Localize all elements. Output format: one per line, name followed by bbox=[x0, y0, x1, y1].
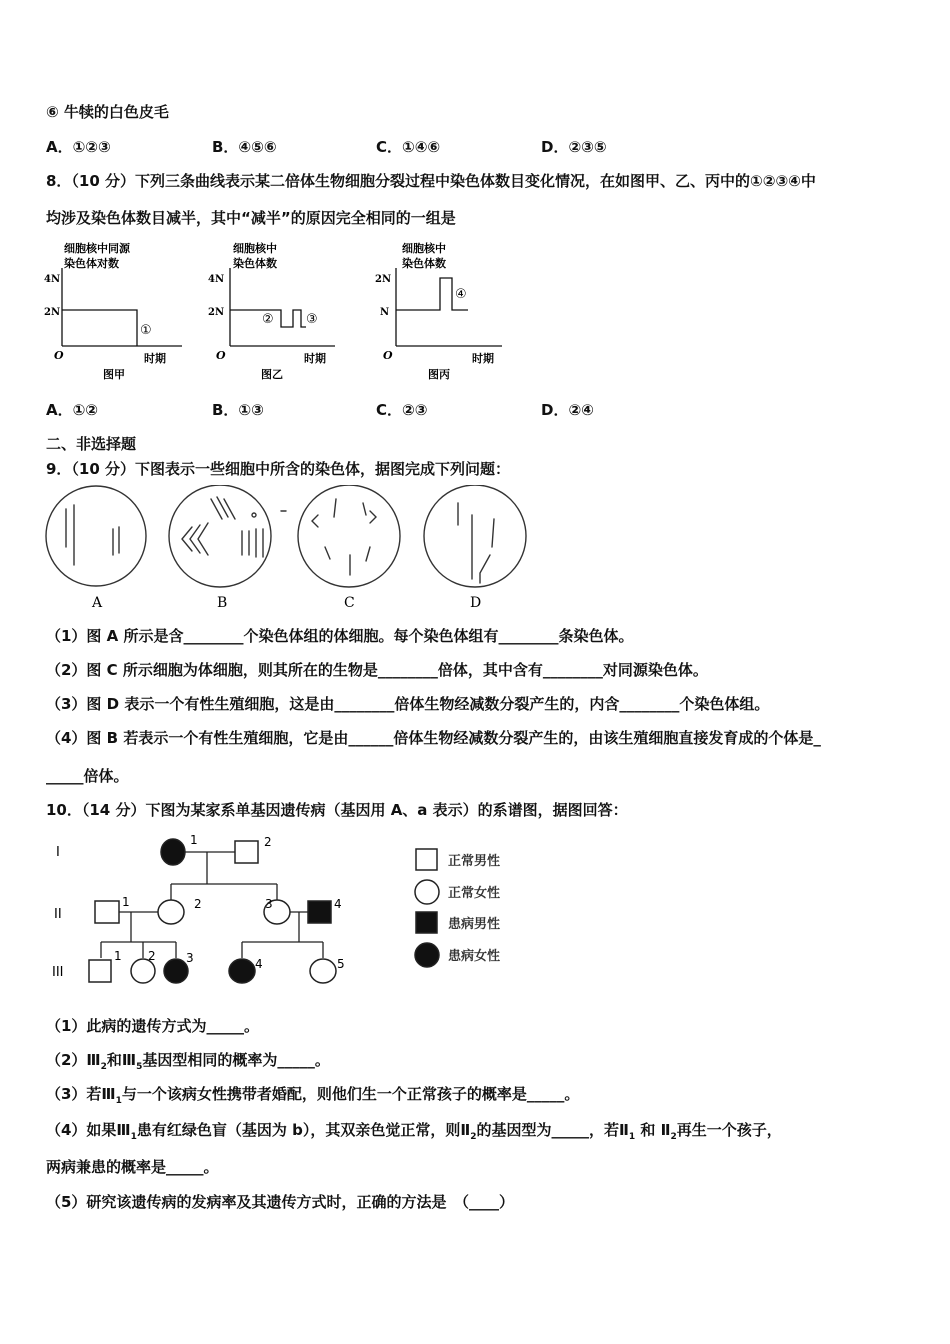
graph-jia-xlabel: 时期 bbox=[144, 352, 166, 365]
q9-sub3: （3）图 D 表示一个有性生殖细胞，这是由________倍体生物经减数分裂产生的，内含________个染色体组。 bbox=[46, 695, 770, 713]
q10-sub3: （3）若$Ⅲ_1$与一个该病女性携带者婚配，则他们生一个正常孩子的概率是_____。 bbox=[46, 1085, 580, 1106]
legend-normal-male: 正常男性 bbox=[448, 854, 501, 869]
graph-jia bbox=[40, 238, 190, 383]
cell-a bbox=[46, 486, 146, 586]
q10-sub2: $(2)Ⅲ_2$和$Ⅲ_5$基因型相同的概率为_____。 bbox=[46, 1051, 330, 1072]
legend-affected-male-icon bbox=[416, 912, 437, 933]
cell-d-label: D bbox=[470, 595, 482, 611]
graph-bing-ylabel2: 染色体数 bbox=[402, 257, 446, 270]
graph-yi-ylabel2: 染色体数 bbox=[233, 257, 277, 270]
q10-sub4-line1: （4）如果$Ⅲ_1$患有红绿色盲（基因为 b），其双亲色觉正常，则$Ⅱ_2$的基因型为_____，若$Ⅱ_1$ 和 $Ⅱ_2$再生一个孩子， bbox=[46, 1121, 782, 1142]
num-iii1: 1 bbox=[114, 949, 122, 963]
q10-stem: 10．（14 分）下图为某家系单基因遗传病（基因用 A、a 表示）的系谱图，据图回答： bbox=[46, 801, 628, 819]
q7-option-b[interactable]: B．④⑤⑥ bbox=[212, 138, 277, 156]
graph-bing-ylabel1: 细胞核中 bbox=[402, 242, 446, 255]
graph-yi-tick-2n: 2N bbox=[208, 307, 225, 318]
graph-yi-ylabel1: 细胞核中 bbox=[233, 242, 277, 255]
graph-bing-caption: 图丙 bbox=[428, 368, 450, 381]
q7-option-d[interactable]: D．②③⑤ bbox=[541, 138, 607, 156]
num-ii3: 3 bbox=[265, 897, 273, 911]
graph-bing-origin: O bbox=[383, 349, 393, 362]
person-ii4-affected-male bbox=[308, 901, 331, 923]
q8-option-b[interactable]: B．①③ bbox=[212, 401, 264, 419]
graph-jia-ylabel2: 染色体对数 bbox=[64, 257, 119, 270]
num-iii4: 4 bbox=[255, 957, 263, 971]
graph-jia-ylabel1: 细胞核中同源 bbox=[64, 242, 130, 255]
q7-option-a[interactable]: A．①②③ bbox=[46, 138, 111, 156]
legend-normal-female: 正常女性 bbox=[448, 886, 501, 901]
graph-jia-origin: O bbox=[54, 349, 64, 362]
num-i1: 1 bbox=[190, 833, 198, 847]
q8-stem-line2: 均涉及染色体数目减半，其中“减半”的原因完全相同的一组是 bbox=[46, 209, 456, 227]
q8-option-a[interactable]: A．①② bbox=[46, 401, 99, 419]
gen-label-2: II bbox=[54, 907, 62, 922]
legend-affected-female-icon bbox=[415, 943, 439, 967]
graph-bing-tick-n: N bbox=[380, 307, 390, 318]
num-iii5: 5 bbox=[337, 957, 345, 971]
q9-sub1: （1）图 A 所示是含________个染色体组的体细胞。每个染色体组有________条染色体。 bbox=[46, 627, 634, 645]
q9-sub2: （2）图 C 所示细胞为体细胞，则其所在的生物是________倍体，其中含有________对同源染色体。 bbox=[46, 661, 708, 679]
legend-affected-female: 患病女性 bbox=[448, 949, 501, 964]
person-iii1-normal-male bbox=[89, 960, 111, 982]
chromosome-cells bbox=[40, 485, 530, 615]
q9-sub4-line2: _____倍体。 bbox=[46, 767, 129, 785]
graph-yi-mark-2: ② bbox=[262, 312, 274, 327]
graph-jia-tick-4n: 4N bbox=[44, 274, 61, 285]
graph-yi-origin: O bbox=[216, 349, 226, 362]
num-iii3: 3 bbox=[186, 951, 194, 965]
num-ii4: 4 bbox=[334, 897, 342, 911]
q8-option-c[interactable]: C．②③ bbox=[376, 401, 428, 419]
num-ii2: 2 bbox=[194, 897, 202, 911]
q7-option-c[interactable]: C．①④⑥ bbox=[376, 138, 441, 156]
cell-b-label: B bbox=[217, 595, 228, 611]
q8-option-d[interactable]: D．②④ bbox=[541, 401, 594, 419]
graph-jia-caption: 图甲 bbox=[103, 368, 125, 381]
graph-yi-caption: 图乙 bbox=[261, 368, 283, 381]
graph-yi-tick-4n: 4N bbox=[208, 274, 225, 285]
q7-item6: ⑥ 牛犊的白色皮毛 bbox=[46, 103, 169, 121]
num-ii1: 1 bbox=[122, 895, 130, 909]
q10-sub4-line2: 两病兼患的概率是_____。 bbox=[46, 1158, 219, 1176]
person-iii5-normal-female bbox=[310, 959, 336, 983]
cell-c-label: C bbox=[344, 595, 355, 611]
q8-stem-line1: 8．（10 分）下列三条曲线表示某二倍体生物细胞分裂过程中染色体数目变化情况，在如图甲、乙、丙中的①②③④中 bbox=[46, 172, 816, 190]
q9-sub4-line1: （4）图 B 若表示一个有性生殖细胞，它是由______倍体生物经减数分裂产生的，由该生殖细胞直接发育成的个体是_ bbox=[46, 729, 821, 747]
person-ii2-normal-female bbox=[158, 900, 184, 924]
legend-normal-female-icon bbox=[415, 880, 439, 904]
person-i1-affected-female bbox=[161, 839, 185, 865]
graph-bing-xlabel: 时期 bbox=[472, 352, 494, 365]
graph-yi bbox=[205, 238, 345, 383]
pedigree-chart bbox=[40, 826, 370, 996]
cell-d bbox=[424, 485, 526, 587]
graph-jia-mark-1: ① bbox=[140, 323, 152, 338]
legend-affected-male: 患病男性 bbox=[448, 917, 501, 932]
cell-c bbox=[298, 485, 400, 587]
q9-stem: 9．（10 分）下图表示一些细胞中所含的染色体，据图完成下列问题： bbox=[46, 460, 511, 478]
q10-sub5: （5）研究该遗传病的发病率及其遗传方式时，正确的方法是 （____） bbox=[46, 1193, 514, 1211]
graph-yi-xlabel: 时期 bbox=[304, 352, 326, 365]
num-i2: 2 bbox=[264, 835, 272, 849]
graph-jia-tick-2n: 2N bbox=[44, 307, 61, 318]
graph-jia-curve bbox=[62, 310, 137, 346]
person-iii4-affected-female bbox=[229, 959, 255, 983]
section-heading: 二、非选择题 bbox=[46, 435, 137, 453]
person-iii3-affected-female bbox=[164, 959, 188, 983]
person-i2-normal-male bbox=[235, 841, 258, 863]
legend-normal-male-icon bbox=[416, 849, 437, 870]
pedigree-legend bbox=[408, 844, 528, 974]
graph-yi-mark-3: ③ bbox=[306, 312, 318, 327]
graph-bing-tick-2n: 2N bbox=[375, 274, 392, 285]
graph-bing bbox=[372, 238, 512, 383]
gen-label-3: III bbox=[52, 965, 64, 980]
graph-bing-mark-4: ④ bbox=[455, 287, 467, 302]
q10-sub1: （1）此病的遗传方式为_____。 bbox=[46, 1017, 259, 1035]
num-iii2: 2 bbox=[148, 949, 156, 963]
person-ii1-normal-male bbox=[95, 901, 119, 923]
cell-a-label: A bbox=[92, 595, 103, 611]
gen-label-1: I bbox=[56, 845, 60, 860]
